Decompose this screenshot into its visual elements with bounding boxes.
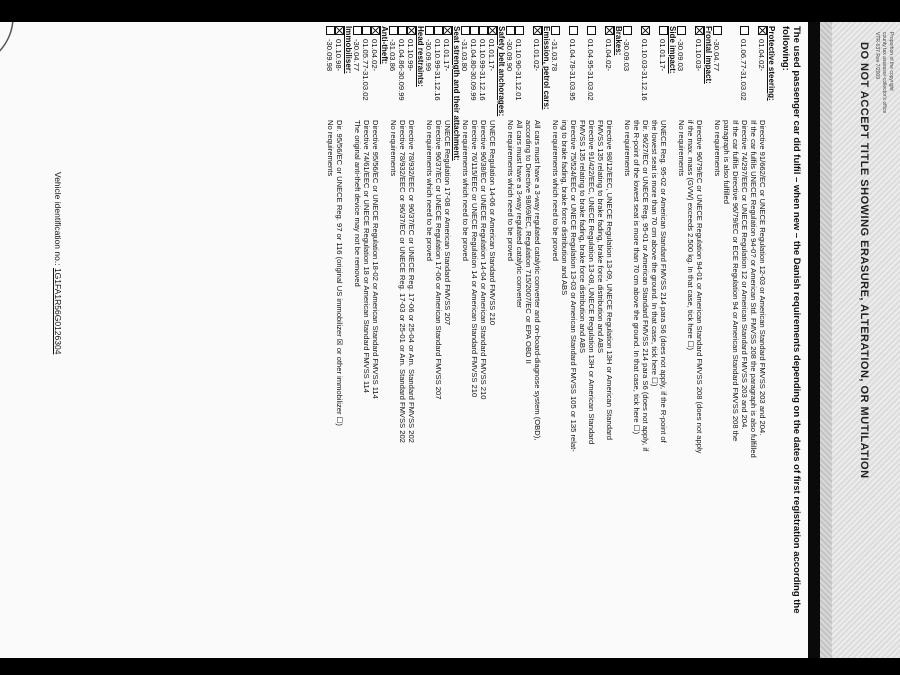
requirement-date-range xyxy=(712,26,722,71)
certificate-security-pattern xyxy=(832,22,900,658)
requirement-date-range xyxy=(658,26,668,71)
unchecked-checkbox[interactable] xyxy=(389,26,398,35)
unchecked-checkbox[interactable] xyxy=(425,26,434,35)
requirement-text-line: If the car fulfils UNECE Regulation 94-0? or American Std. FMVSS 208 the paragraph is also fulfilled xyxy=(749,120,758,458)
requirement-date-range xyxy=(586,26,596,101)
requirement-text-line: according to Directive 98/69/EC, Regulation 715/2007/EC or EPA OBD II xyxy=(524,120,533,364)
unchecked-checkbox[interactable] xyxy=(506,26,515,35)
date-range-text: 01.04.80-30.09.99 xyxy=(469,39,478,101)
checked-checkbox[interactable] xyxy=(371,26,380,35)
requirement-text-line: Directive 98/12/EEC, UNECE Regulation 13-09, UNECE Regulation 13H or American Standard xyxy=(605,120,614,440)
requirement-text-line: if the max. mass (GVW) exceeds 2.500 kg. In that case, tick here ☐) xyxy=(686,120,695,351)
requirement-text-line: Directive 91/422/EEC, UNECE Regulation 13-08, UNECE Regulation 13H or American Standard xyxy=(587,120,596,445)
date-range-text: 01.10.98- xyxy=(334,39,343,72)
section-heading: Immobiliser: xyxy=(344,26,353,74)
date-range-text: 01.01.17- xyxy=(487,39,496,72)
vin-line xyxy=(53,172,63,354)
requirement-text-line: Directive 91/662/EC or UNECE Regulation 12-03 or American Standard FMVSS 203 and 204. xyxy=(758,120,767,436)
requirement-date-range xyxy=(505,26,515,71)
date-range-text: 01.04.02- xyxy=(370,39,379,72)
requirement-text-line: No requirements xyxy=(326,120,335,177)
requirement-text-line: paragraph is also fulfilled xyxy=(722,120,731,205)
section-heading: Safety belt anchorages: xyxy=(497,26,506,117)
unchecked-checkbox[interactable] xyxy=(659,26,668,35)
checked-checkbox[interactable] xyxy=(758,26,767,35)
requirement-text-line: No requirements which need to be proved xyxy=(551,120,560,261)
vin-value: 1G1FA1R56G0126304 xyxy=(53,267,63,355)
section-heading: Protective steering: xyxy=(767,26,776,101)
requirement-date-range xyxy=(604,26,614,71)
requirement-date-range xyxy=(622,26,632,71)
requirement-date-range xyxy=(640,26,650,101)
date-range-text: -30.09.98 xyxy=(325,39,334,72)
requirement-text-line: Directive 95/56/EC or UNECE Regulation 18-02 or American Standard FMVSS 114 xyxy=(371,120,380,399)
requirement-text-line: No requirements xyxy=(389,120,398,177)
requirement-date-range xyxy=(487,26,497,71)
date-range-text: 01.10.90-31.12.01 xyxy=(514,39,523,101)
unchecked-checkbox[interactable] xyxy=(677,26,686,35)
requirement-text-line: No requirements which need to be proved xyxy=(461,120,470,261)
checked-checkbox[interactable] xyxy=(695,26,704,35)
requirement-text-line: All cars must have a 3-way regulated catalytic converter and on-board-diagnose system (OBD), xyxy=(533,120,542,441)
requirement-text-line: Directive 96/37/EC or UNECE Regulation 17-06 or American Standard FMVSS 207 xyxy=(434,120,443,400)
section-heading: Emission, petrol cars: xyxy=(542,26,551,110)
requirement-date-range xyxy=(469,26,479,101)
requirement-date-range xyxy=(352,26,362,71)
date-range-text: 01.01.02- xyxy=(532,39,541,72)
requirement-text-line: UNECE Reg. 95-02 or American Standard FMVSS 214 para S6 (does not apply, if the R-point of xyxy=(659,120,668,443)
section-heading: Head restraints: xyxy=(416,26,425,87)
requirement-date-range xyxy=(478,26,488,101)
checked-checkbox[interactable] xyxy=(488,26,497,35)
requirement-date-range xyxy=(334,26,344,71)
requirement-date-range xyxy=(514,26,524,101)
requirement-date-range xyxy=(532,26,542,71)
section-heading: Seat strength and their attachment: xyxy=(452,26,461,161)
requirement-date-range xyxy=(442,26,452,71)
requirement-text-line: Directive 75/524/EEC or UNECE Regulation 13-03 or American Standard FMVSS 105 or 135 relat- xyxy=(569,120,578,452)
requirement-text-line: If the car fulfils Directive 96/79/EC or ECE Regulation 94 or American Standard FMVSS 208 the xyxy=(731,120,740,442)
requirement-text-line: FMVSS 135 relating to brake fading, brake force distribution and ABS xyxy=(578,120,587,354)
date-range-text: 01.10.03-31.12.16 xyxy=(640,39,649,101)
requirement-date-range xyxy=(361,26,371,101)
checked-checkbox[interactable] xyxy=(605,26,614,35)
top-black-band xyxy=(0,0,900,22)
date-range-text: -30.04.77 xyxy=(352,39,361,72)
unchecked-checkbox[interactable] xyxy=(713,26,722,35)
date-range-text: 01.10.99-31.12.16 xyxy=(433,39,442,101)
unchecked-checkbox[interactable] xyxy=(569,26,578,35)
date-range-text: 01.04.02- xyxy=(757,39,766,72)
date-range-text: -31.03.80 xyxy=(460,39,469,72)
bottom-black-band xyxy=(0,658,900,675)
unchecked-checkbox[interactable] xyxy=(470,26,479,35)
date-range-text: -30.09.90 xyxy=(505,39,514,72)
requirement-text-line: Directive 76/115/EEC or UNECE Regulation 14 or American Standard FMVSS 210 xyxy=(470,120,479,398)
date-range-text: 01.04.78-31.03.95 xyxy=(568,39,577,101)
certificate-note-1: Proportion of the copyright xyxy=(888,32,894,91)
document-title: The used passenger car did fulfil – when new – the Danish requirements depending on the dates of first registration according the following: xyxy=(780,26,802,614)
date-range-text: 01.04.86-30.09.99 xyxy=(397,39,406,101)
checked-checkbox[interactable] xyxy=(443,26,452,35)
certificate-document xyxy=(820,22,900,658)
unchecked-checkbox[interactable] xyxy=(740,26,749,35)
date-range-text: -30.04.77 xyxy=(712,39,721,72)
requirement-text-line: Directive 74/297/EEC or UNECE Regulation 12 or American Standard FMVSS 203 and 204. xyxy=(740,120,749,430)
requirement-date-range xyxy=(397,26,407,101)
date-range-text: 01.01.17- xyxy=(442,39,451,72)
requirement-text-line: The original anti-theft device may not be removed xyxy=(353,120,362,287)
requirement-text-line: the R-point of the lowest seat is more than 70 cm above the ground. In that case, tick here ☐) xyxy=(632,120,641,435)
requirement-date-range xyxy=(676,26,686,71)
requirement-date-range xyxy=(694,26,704,71)
unchecked-checkbox[interactable] xyxy=(398,26,407,35)
requirement-date-range xyxy=(739,26,749,101)
certificate-note-3: VTR-037 Rev 7/2009 xyxy=(874,32,880,79)
requirement-text-line: Dir. 95/56/EC or UNECE Reg. 97 or 116 (original US immobilizer ☒ or other immobilizer ☐) xyxy=(335,120,344,426)
date-range-text: 01.10.99- xyxy=(406,39,415,72)
document-page xyxy=(0,22,808,658)
date-range-text: 01.04.02- xyxy=(604,39,613,72)
date-range-text: 01.10.99-31.12.16 xyxy=(478,39,487,101)
certificate-banner: DO NOT ACCEPT TITLE SHOWING ERASURE, ALTERATION, OR MUTILATION xyxy=(858,42,870,479)
date-range-text: -30.09.99 xyxy=(424,39,433,72)
certificate-rotated-content xyxy=(832,22,900,658)
date-range-text: 01.10.03- xyxy=(694,39,703,72)
section-heading: Anti-theft: xyxy=(380,26,389,65)
checked-checkbox[interactable] xyxy=(641,26,650,35)
date-range-text: -30.09.03 xyxy=(622,39,631,72)
unchecked-checkbox[interactable] xyxy=(479,26,488,35)
checked-checkbox[interactable] xyxy=(335,26,344,35)
unchecked-checkbox[interactable] xyxy=(623,26,632,35)
requirement-date-range xyxy=(388,26,398,71)
requirement-text-line: No requirements which need to be proved xyxy=(425,120,434,261)
requirement-text-line: Directive 78/932/EEC or 96/37/EC or UNECE Reg. 17-03 or 25-01 or Am. Standard FMVSS 202 xyxy=(398,120,407,443)
unchecked-checkbox[interactable] xyxy=(326,26,335,35)
date-range-text: 01.01.17- xyxy=(658,39,667,72)
requirement-text-line: Directive 78/932/EEC or 96/37/EC or UNECE Reg. 17-06 or 25-04 or Am. Standard FMVSS 202 xyxy=(407,120,416,443)
requirement-text-line: UNECE Regulation 17-08 or American Standard FMVSS 207 xyxy=(443,120,452,326)
requirement-date-range xyxy=(433,26,443,101)
section-heading: Brakes: xyxy=(614,26,623,56)
section-heading: Frontal impact: xyxy=(704,26,713,84)
requirement-text-line: No requirements which need to be proved xyxy=(506,120,515,261)
date-range-text: -30.09.03 xyxy=(676,39,685,72)
unchecked-checkbox[interactable] xyxy=(353,26,362,35)
date-range-text: 01.06.77-31.03.02 xyxy=(739,39,748,101)
requirement-date-range xyxy=(460,26,470,71)
requirement-text-line: No requirements xyxy=(713,120,722,177)
requirement-date-range xyxy=(424,26,434,71)
requirement-text-line: No requirements xyxy=(623,120,632,177)
requirement-date-range xyxy=(370,26,380,71)
requirement-date-range xyxy=(325,26,335,71)
unchecked-checkbox[interactable] xyxy=(551,26,560,35)
page-edge-shadow xyxy=(808,22,820,658)
unchecked-checkbox[interactable] xyxy=(362,26,371,35)
requirement-date-range xyxy=(757,26,767,71)
requirement-date-range xyxy=(550,26,560,71)
requirement-text-line: ing to brake fading, brake force distribution and ABS xyxy=(560,120,569,296)
vin-label: Vehicle identification no.: xyxy=(53,172,63,266)
requirement-text-line: FMVSS 135 relating to brake fading, brake force distribution and ABS xyxy=(596,120,605,354)
document-rotated-content xyxy=(0,22,808,658)
date-range-text: -31.03.86 xyxy=(388,39,397,72)
requirement-date-range xyxy=(406,26,416,71)
unchecked-checkbox[interactable] xyxy=(515,26,524,35)
requirement-text-line: Dir. 96/27/EC or UNECE Reg. 95-01 or American Standard FMVSS 214 para S6 (does not apply, if xyxy=(641,120,650,452)
unchecked-checkbox[interactable] xyxy=(461,26,470,35)
requirement-text-line: All cars must have a 3-way regulated catalytic converter xyxy=(515,120,524,308)
unchecked-checkbox[interactable] xyxy=(587,26,596,35)
requirement-text-line: No requirements xyxy=(677,120,686,177)
unchecked-checkbox[interactable] xyxy=(434,26,443,35)
section-heading: Side impact: xyxy=(668,26,677,74)
date-range-text: 01.05.77-31.03.02 xyxy=(361,39,370,101)
date-range-text: -31.03.78 xyxy=(550,39,559,72)
inspection-stamp-seal xyxy=(0,22,18,72)
requirement-text-line: Directive 96/79/EC or UNECE Regulation 94-01 or American Standard FMVSS 208 (does not apply xyxy=(695,120,704,454)
requirement-text-line: Directive 74/61/EEC or UNECE Regulation 18 or American Standard FMVSS 114 xyxy=(362,120,371,393)
certificate-note-2: county tax assessor-collector's office xyxy=(881,32,887,114)
requirement-date-range xyxy=(568,26,578,101)
checked-checkbox[interactable] xyxy=(407,26,416,35)
requirement-text-line: the lowest seat is more than 70 cm above the ground. In that case, tick here ☐) xyxy=(650,120,659,387)
requirement-text-line: Directive 96/38/EC or UNECE Regulation 14-04 or American Standard FMVSS 210 xyxy=(479,120,488,400)
date-range-text: 01.04.95-31.03.02 xyxy=(586,39,595,101)
checked-checkbox[interactable] xyxy=(533,26,542,35)
requirement-text-line: UNECE Regulation 14-06 or American Standard FMVSS 210 xyxy=(488,120,497,326)
